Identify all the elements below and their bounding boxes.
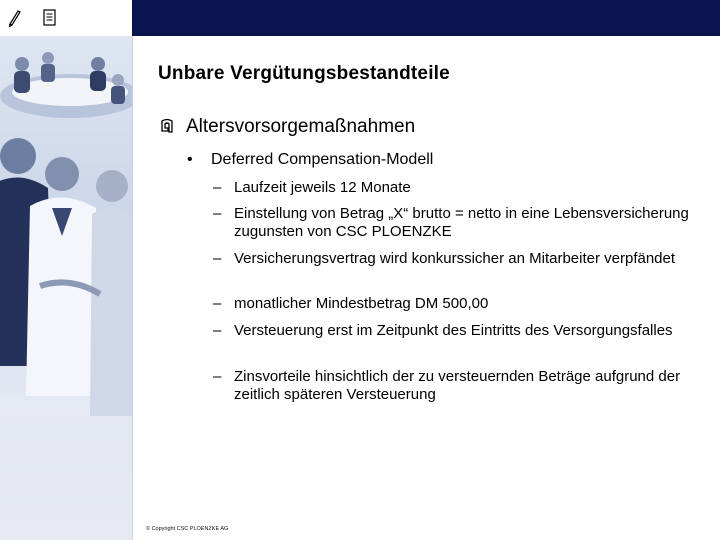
list-item-text: Versicherungsvertrag wird konkurssicher an Mitarbeiter verpfändet — [234, 250, 676, 267]
document-icon — [42, 9, 58, 27]
dash: – — [213, 295, 222, 312]
list-item-text: Versteuerung erst im Zeitpunkt des Eintritts des Versorgungsfalles — [234, 322, 673, 339]
business-people-photo — [0, 36, 132, 540]
level1-text: Altersvorsorgemaßnahmen — [186, 116, 416, 137]
copyright-footer: © Copyright CSC PLOENZKE AG — [146, 526, 229, 532]
list-item-text: Zinsvorteile hinsichtlich der zu versteuernden Beträge aufgrund der zeitlich späteren Versteuerung — [234, 368, 681, 403]
bullet-arrow-icon — [160, 117, 174, 135]
level2-text: Deferred Compensation-Modell — [211, 151, 434, 168]
list-item-text: Einstellung von Betrag „X“ brutto = netto in eine Lebensversicherung zugunsten von CSC PLOENZKE — [234, 205, 689, 240]
list-item-text: Laufzeit jeweils 12 Monate — [234, 179, 411, 196]
dash: – — [213, 368, 222, 385]
panel-divider — [132, 36, 133, 540]
dash: – — [213, 322, 222, 339]
dash: – — [213, 179, 222, 196]
pen-icon — [7, 9, 23, 27]
dash: – — [213, 205, 222, 222]
header-corner — [0, 0, 132, 36]
list-item-text: monatlicher Mindestbetrag DM 500,00 — [234, 295, 489, 312]
level2-bullet: • — [187, 151, 193, 168]
header-bar — [132, 0, 720, 36]
dash: – — [213, 250, 222, 267]
slide-title: Unbare Vergütungsbestandteile — [158, 63, 450, 84]
photo-panel — [0, 36, 132, 540]
